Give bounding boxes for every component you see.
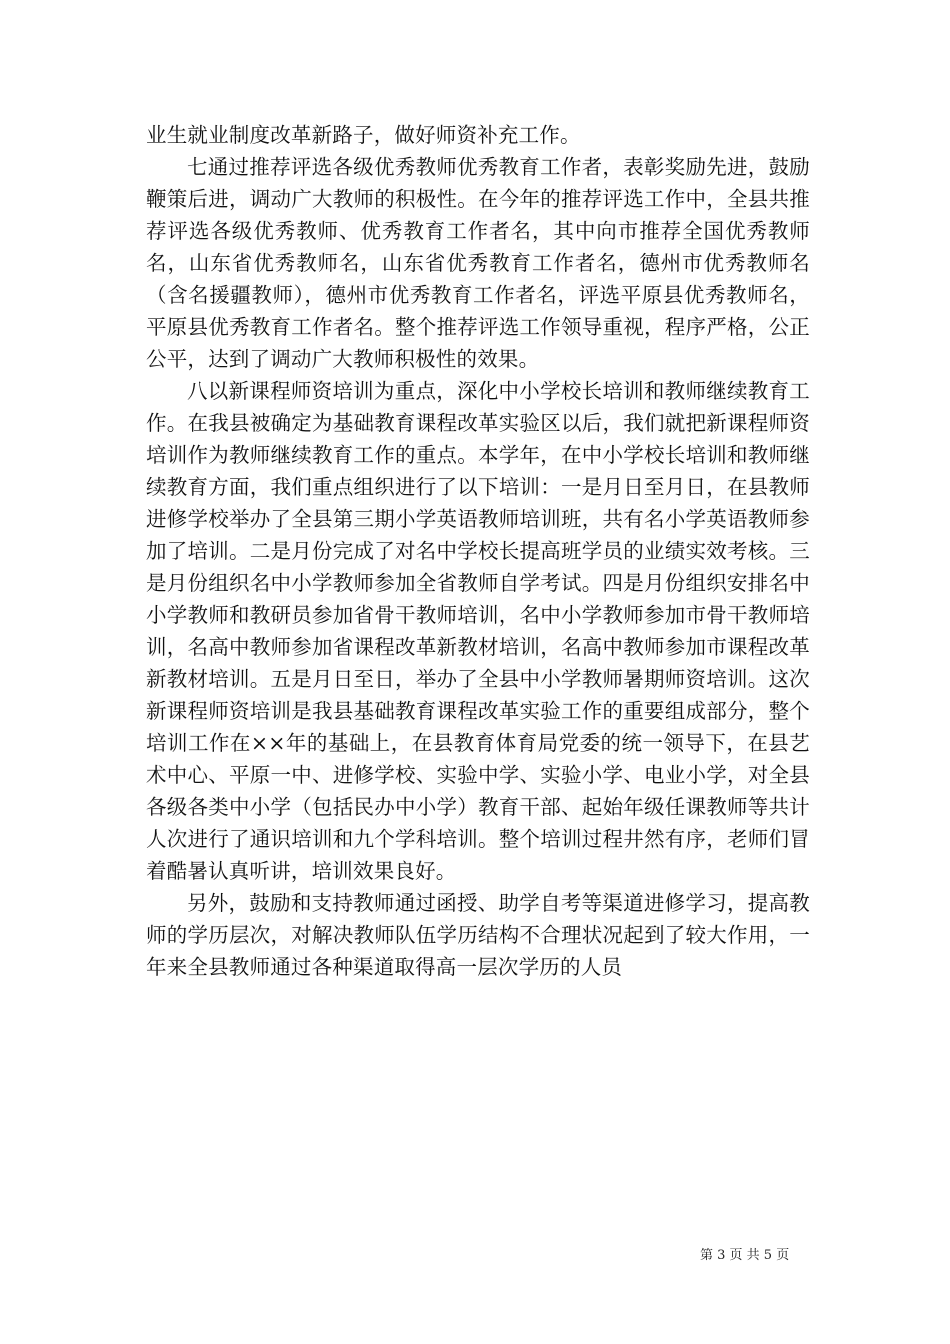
paragraph-1: 业生就业制度改革新路子，做好师资补充工作。 (146, 123, 581, 147)
paragraph-2: 七通过推荐评选各级优秀教师优秀教育工作者，表彰奖励先进，鼓励鞭策后进，调动广大教师的积极性。在今年的推荐评选工作中，全县共推荐评选各级优秀教师、优秀教育工作者名，其中向市推荐全国优秀教师名，山东省优秀教师名，山东省优秀教育工作者名，德州市优秀教师名（含名援疆教师），德州市优秀教育工作者名，评选平原县优秀教师名，平原县优秀教育工作者名。整个推荐评选工作领导重视，程序严格，公正公平，达到了调动广大教师积极性的效果。 (146, 155, 810, 371)
paragraph-3: 八以新课程师资培训为重点，深化中小学校长培训和教师继续教育工作。在我县被确定为基础教育课程改革实验区以后，我们就把新课程师资培训作为教师继续教育工作的重点。本学年，在中小学校长培训和教师继续教育方面，我们重点组织进行了以下培训：一是月日至月日，在县教师进修学校举办了全县第三期小学英语教师培训班，共有名小学英语教师参加了培训。二是月份完成了对名中学校长提高班学员的业绩实效考核。三是月份组织名中小学教师参加全省教师自学考试。四是月份组织安排名中小学教师和教研员参加省骨干教师培训，名中小学教师参加市骨干教师培训，名高中教师参加省课程改革新教材培训，名高中教师参加市课程改革新教材培训。五是月日至日，举办了全县中小学教师暑期师资培训。这次新课程师资培训是我县基础教育课程改革实验工作的重要组成部分，整个培训工作在××年的基础上，在县教育体育局党委的统一领导下，在县艺术中心、平原一中、进修学校、实验中学、实验小学、电业小学，对全县各级各类中小学（包括民办中小学）教育干部、起始年级任课教师等共计人次进行了通识培训和九个学科培训。整个培训过程井然有序，老师们冒着酷暑认真听讲，培训效果良好。 (146, 379, 810, 883)
page-number-footer: 第 3 页 共 5 页 (700, 1248, 790, 1263)
paragraph-4: 另外，鼓励和支持教师通过函授、助学自考等渠道进修学习，提高教师的学历层次，对解决教师队伍学历结构不合理状况起到了较大作用，一年来全县教师通过各种渠道取得高一层次学历的人员 (146, 891, 810, 979)
document-body (146, 119, 810, 983)
